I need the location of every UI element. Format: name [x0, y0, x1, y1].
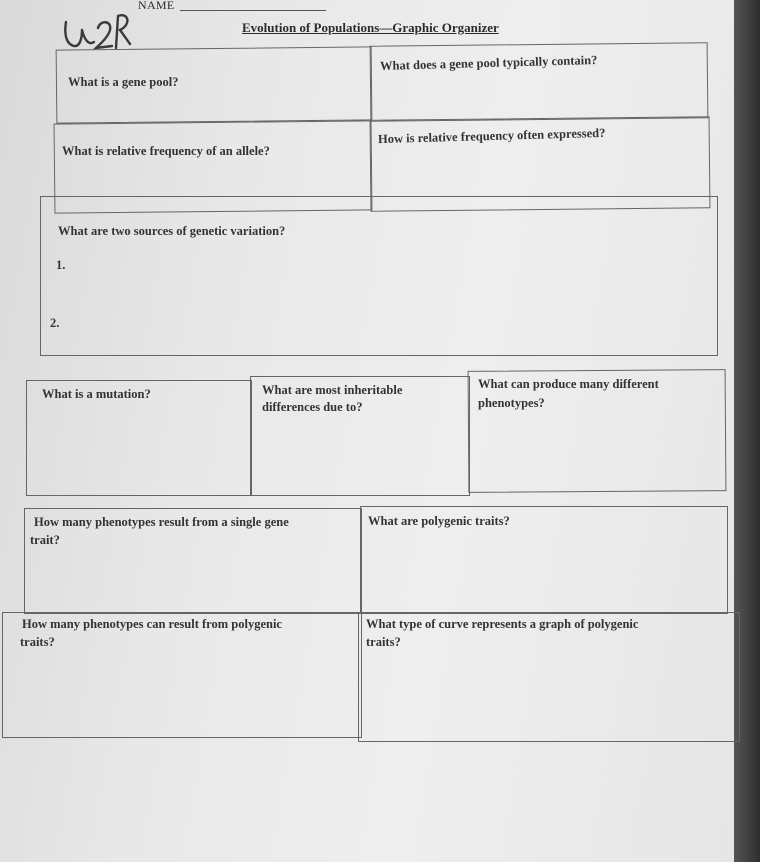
answer-number-1: 1.	[56, 258, 66, 272]
handwritten-code	[62, 8, 132, 54]
name-blank	[180, 10, 326, 11]
question-sources-variation: What are two sources of genetic variation?	[58, 224, 286, 238]
question-gene-pool-contain: What does a gene pool typically contain?	[379, 52, 598, 74]
name-label: NAME	[138, 0, 175, 12]
question-phenotypes-line2: phenotypes?	[478, 396, 545, 410]
question-curve-line1: What type of curve represents a graph of polygenic	[366, 617, 639, 631]
question-inheritable-line2: differences due to?	[262, 400, 363, 414]
question-inheritable-line1: What are most inheritable	[262, 383, 403, 397]
question-relative-frequency-expressed: How is relative frequency often expressed?	[377, 125, 606, 147]
question-polygenic-count-line1: How many phenotypes can result from polygenic	[22, 617, 282, 631]
question-single-gene-line1: How many phenotypes result from a single gene	[34, 515, 289, 529]
question-mutation: What is a mutation?	[42, 387, 151, 401]
question-phenotypes-line1: What can produce many different	[478, 377, 659, 391]
question-single-gene-line2: trait?	[30, 533, 60, 547]
question-polygenic-count-line2: traits?	[20, 635, 55, 649]
question-curve-line2: traits?	[366, 635, 401, 649]
question-gene-pool: What is a gene pool?	[68, 75, 179, 89]
cell-sources-variation	[40, 196, 718, 356]
question-polygenic-traits: What are polygenic traits?	[368, 514, 510, 528]
question-relative-frequency: What is relative frequency of an allele?	[62, 144, 270, 158]
page-title: Evolution of Populations—Graphic Organizer	[242, 20, 499, 35]
answer-number-2: 2.	[50, 316, 60, 330]
